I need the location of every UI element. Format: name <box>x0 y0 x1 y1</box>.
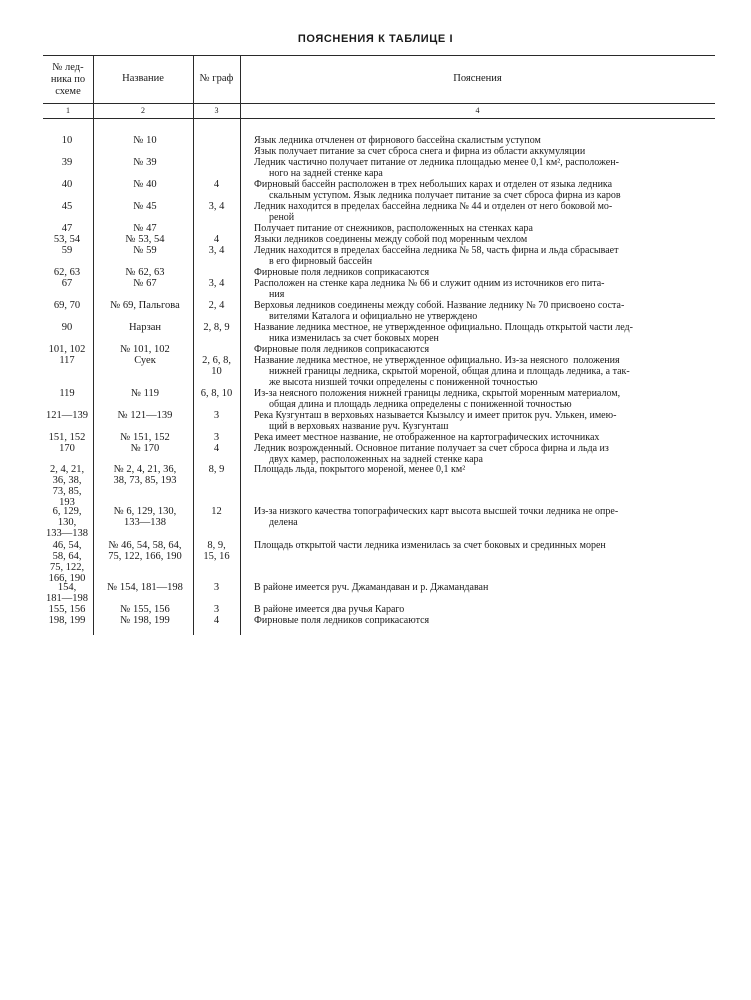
table-cell-c1: 101, 102 <box>48 344 86 355</box>
table-cell-c2: Суек <box>134 355 156 366</box>
table-cell-c3: 3 <box>213 582 220 593</box>
header-name: Название <box>122 73 164 84</box>
header-explanations: Пояснения <box>453 73 502 84</box>
table-cell-c1: 46, 54, 58, 64, 75, 122, 166, 190 <box>48 540 86 584</box>
table-cell-c4: Фирновые поля ледников соприкасаются <box>254 615 430 626</box>
table-cell-c1: 2, 4, 21, 36, 38, 73, 85, 193 <box>49 464 85 508</box>
table-cell-c2: № 198, 199 <box>120 615 170 626</box>
table-cell-c2: № 101, 102 <box>120 344 170 355</box>
page-title: ПОЯСНЕНИЯ К ТАБЛИЦЕ I <box>297 33 454 45</box>
column-number: 2 <box>141 106 145 115</box>
table-top-rule <box>43 55 715 56</box>
table-cell-c1: 154, 181—198 <box>46 582 88 604</box>
column-number: 4 <box>475 106 480 115</box>
table-cell-c2: № 39 <box>133 157 157 168</box>
table-cell-c3: 8, 9 <box>208 464 225 475</box>
table-cell-c1: 151, 152 <box>48 432 86 443</box>
table-cell-c2: № 121—139 <box>117 410 173 421</box>
table-cell-c3: 12 <box>211 506 222 517</box>
table-cell-c4: Получает питание от снежников, расположенных на стенках кара <box>254 223 533 234</box>
table-cell-c1: 59 <box>61 245 73 256</box>
table-cell-c4: Площадь открытой части ледника изменилась за счет боковых и срединных морен <box>254 540 606 551</box>
table-cell-c1: 6, 129, 130, 133—138 <box>46 506 88 539</box>
explanations-table <box>43 55 715 635</box>
table-cell-c1: 69, 70 <box>53 300 81 311</box>
table-cell-c2: № 53, 54 <box>125 234 165 245</box>
table-cell-c2: № 69, Пальгова <box>110 300 180 311</box>
table-cell-c1: 121—139 <box>46 410 88 421</box>
table-cell-c3: 3, 4 <box>208 278 225 289</box>
header-rule <box>43 103 715 104</box>
table-cell-c1: 67 <box>61 278 73 289</box>
table-cell-c4: Река Кузгунташ в верховьях называется Кызылсу и имеет приток руч. Улькен, имею- щий в верховьях название руч. Кузгунташ <box>254 410 617 432</box>
table-cell-c2: № 62, 63 <box>125 267 165 278</box>
table-cell-c1: 155, 156 <box>48 604 86 615</box>
table-cell-c4: Верховья ледников соединены между собой. Название леднику № 70 присвоено соста- вителями Каталога и официально не утверждено <box>254 300 625 322</box>
table-cell-c3: 3, 4 <box>208 245 225 256</box>
table-cell-c4: Фирновые поля ледников соприкасаются <box>254 267 430 278</box>
header-glacier-number: № лед- ника по схеме <box>50 62 86 97</box>
table-cell-c1: 10 <box>61 135 73 146</box>
table-cell-c3: 3, 4 <box>208 201 225 212</box>
table-cell-c4: В районе имеется два ручья Караго <box>254 604 405 615</box>
table-cell-c3: 2, 4 <box>208 300 225 311</box>
table-cell-c3: 3 <box>213 604 220 615</box>
column-divider <box>240 55 241 635</box>
table-cell-c4: Ледник находится в пределах бассейна ледника № 58, часть фирна и льда сбрасывает в его фирновый бассейн <box>254 245 619 267</box>
table-cell-c1: 53, 54 <box>53 234 81 245</box>
table-cell-c2: № 155, 156 <box>120 604 170 615</box>
table-cell-c4: Площадь льда, покрытого мореной, менее 0,1 км² <box>254 464 466 475</box>
table-cell-c2: № 151, 152 <box>120 432 170 443</box>
table-cell-c4: В районе имеется руч. Джамандаван и р. Джамандаван <box>254 582 489 593</box>
table-cell-c2: № 119 <box>130 388 159 399</box>
table-cell-c4: Язык получает питание за счет сброса снега и фирна из области аккумуляции <box>254 146 586 157</box>
table-cell-c3: 4 <box>213 443 220 454</box>
table-cell-c2: № 47 <box>133 223 157 234</box>
table-cell-c3: 4 <box>213 179 220 190</box>
column-number: 1 <box>66 106 70 115</box>
table-cell-c3: 8, 9, 15, 16 <box>203 540 230 562</box>
table-cell-c3: 4 <box>213 615 220 626</box>
table-cell-c2: № 59 <box>133 245 157 256</box>
column-number: 3 <box>214 106 219 115</box>
table-cell-c2: № 2, 4, 21, 36, 38, 73, 85, 193 <box>113 464 177 486</box>
table-cell-c4: Фирновый бассейн расположен в трех небольших карах и отделен от языка ледника скальным уступом. Язык ледника получает питание за счет сброса фирна из каров <box>254 179 621 201</box>
column-divider <box>93 55 94 635</box>
table-cell-c4: Расположен на стенке кара ледника № 66 и служит одним из источников его пита- ния <box>254 278 605 300</box>
table-cell-c2: № 6, 129, 130, 133—138 <box>113 506 177 528</box>
table-cell-c2: № 40 <box>133 179 157 190</box>
table-cell-c4: Река имеет местное название, не отображенное на картографических источниках <box>254 432 600 443</box>
table-cell-c2: № 154, 181—198 <box>107 582 183 593</box>
table-cell-c4: Ледник возрожденный. Основное питание получает за счет сброса фирна и льда из двух камер, расположенных на задней стенке кара <box>254 443 609 465</box>
table-cell-c2: Нарзан <box>128 322 162 333</box>
table-cell-c4: Из-за неясного положения нижней границы ледника, скрытой моренным материалом, общая длина и площадь ледника определены с пониженной точностью <box>254 388 621 410</box>
table-cell-c4: Языки ледников соединены между собой под моренным чехлом <box>254 234 528 245</box>
table-cell-c1: 39 <box>61 157 73 168</box>
table-cell-c2: № 170 <box>130 443 160 454</box>
table-cell-c1: 45 <box>61 201 73 212</box>
table-cell-c3: 3 <box>213 410 220 421</box>
table-cell-c2: № 67 <box>133 278 157 289</box>
table-cell-c4: Из-за низкого качества топографических карт высота высшей точки ледника не опре- делена <box>254 506 619 528</box>
table-cell-c2: № 46, 54, 58, 64, 75, 122, 166, 190 <box>108 540 182 562</box>
table-cell-c1: 47 <box>61 223 73 234</box>
header-graph-number: № граф <box>199 73 234 84</box>
table-cell-c4: Ледник частично получает питание от ледника площадью менее 0,1 км², расположен- ного на задней стенке кара <box>254 157 619 179</box>
table-cell-c4: Название ледника местное, не утвержденное официально. Из-за неясного положения нижней границы ледника, скрытой мореной, общая длина и площадь ледника, а так- же высота низшей точки определены с пониженной точностью <box>254 355 630 388</box>
table-cell-c3: 2, 6, 8, 10 <box>202 355 231 377</box>
table-cell-c1: 117 <box>59 355 75 366</box>
table-cell-c3: 2, 8, 9 <box>203 322 230 333</box>
column-number-rule <box>43 118 715 119</box>
table-cell-c4: Фирновые поля ледников соприкасаются <box>254 344 430 355</box>
table-cell-c4: Язык ледника отчленен от фирнового бассейна скалистым уступом <box>254 135 541 146</box>
table-cell-c1: 90 <box>61 322 73 333</box>
table-cell-c3: 6, 8, 10 <box>200 388 233 399</box>
table-cell-c1: 170 <box>59 443 75 454</box>
table-cell-c1: 62, 63 <box>53 267 81 278</box>
table-cell-c4: Ледник находится в пределах бассейна ледника № 44 и отделен от него боковой мо- реной <box>254 201 613 223</box>
table-cell-c3: 3 <box>213 432 220 443</box>
table-cell-c3: 4 <box>213 234 220 245</box>
table-cell-c1: 119 <box>59 388 75 399</box>
table-cell-c4: Название ледника местное, не утвержденное официально. Площадь открытой части лед- ника изменилась за счет боковых морен <box>254 322 633 344</box>
table-cell-c1: 198, 199 <box>48 615 86 626</box>
table-cell-c2: № 45 <box>133 201 157 212</box>
table-cell-c2: № 10 <box>133 135 157 146</box>
table-cell-c1: 40 <box>61 179 73 190</box>
